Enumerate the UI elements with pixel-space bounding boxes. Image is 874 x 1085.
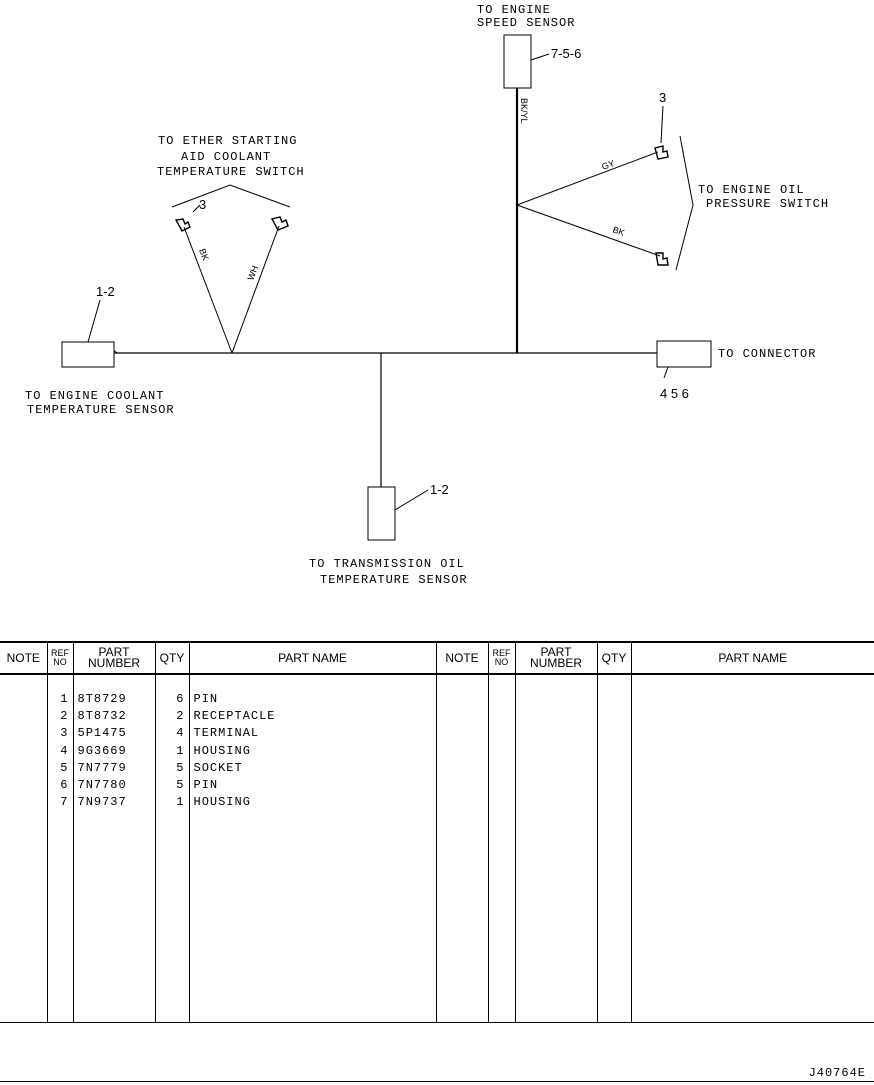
table-header-row [0,642,874,674]
part-number-column: 8T8729 8T8732 5P1475 9G3669 7N7779 7N7780 7N9737 [73,674,155,1023]
connector-callout: 4 5 6 [660,386,689,401]
figure-id: J40764E [808,1066,866,1080]
speed-sensor-callout: 7-5-6 [551,46,582,61]
table-body-row [0,674,874,1023]
components [62,35,711,540]
transmission-label-2: TEMPERATURE SENSOR [320,573,468,587]
header-part-number-2: PART NUMBER [515,642,597,674]
oil-label-bracket [676,136,693,270]
header-ref-no: REF NO [47,642,73,674]
oil-pressure-label-2: PRESSURE SWITCH [706,197,830,211]
ether-bk-wire [184,227,232,353]
coolant-label-2: TEMPERATURE SENSOR [27,403,175,417]
transmission-sensor-leader [395,490,428,510]
connector-leader [664,367,668,378]
coolant-sensor-box [62,342,114,367]
wire-label-bk-yl: BK/YL [519,98,529,124]
part-name-column-2 [631,674,874,1023]
transmission-sensor-callout: 1-2 [430,482,449,497]
diagram-labels [25,3,829,587]
connector-label: TO CONNECTOR [718,347,817,361]
wire-label-wh: WH [245,264,261,282]
ref-no-column-2 [488,674,515,1023]
coolant-label-1: TO ENGINE COOLANT [25,389,165,403]
connector-box [657,341,711,367]
transmission-sensor-box [368,487,395,540]
ether-terminal-left-icon [176,219,190,231]
speed-sensor-label-2: SPEED SENSOR [477,16,576,30]
oil-terminal-callout: 3 [659,90,667,105]
speed-sensor-label-1: TO ENGINE [477,3,551,17]
ether-label-3: TEMPERATURE SWITCH [157,165,305,179]
parts-list-table [0,641,874,1023]
ether-label-bracket [172,185,290,207]
speed-sensor-leader [531,54,549,60]
note-column [0,674,47,1023]
transmission-label-1: TO TRANSMISSION OIL [309,557,465,571]
qty-column: 6 2 4 1 5 5 1 [155,674,189,1023]
leaders [88,54,693,510]
speed-sensor-box [504,35,531,88]
part-name-column: PIN RECEPTACLE TERMINAL HOUSING SOCKET PIN HOUSING [189,674,436,1023]
wire-label-gy: GY [600,158,616,172]
ether-terminal-callout: 3 [199,197,207,212]
footer-rule [0,1081,874,1082]
header-note-2: NOTE [436,642,488,674]
ether-terminal-right-icon [272,217,288,230]
coolant-sensor-leader [88,300,100,342]
wire-label-bk-ether: BK [197,247,211,262]
header-part-name: PART NAME [189,642,436,674]
coolant-sensor-callout: 1-2 [96,284,115,299]
header-qty: QTY [155,642,189,674]
oil-terminal-top-icon [655,146,668,159]
oil-terminal-leader [661,106,663,143]
header-ref-no-2: REF NO [488,642,515,674]
header-qty-2: QTY [597,642,631,674]
ref-no-column: 1 2 3 4 5 6 7 [47,674,73,1023]
header-part-number: PART NUMBER [73,642,155,674]
note-column-2 [436,674,488,1023]
oil-gy-wire [517,152,658,205]
header-note: NOTE [0,642,47,674]
ether-wh-wire [232,226,279,353]
qty-column-2 [597,674,631,1023]
ether-label-1: TO ETHER STARTING [158,134,298,148]
wire-label-bk-oil: BK [611,224,627,238]
oil-bk-wire [517,205,660,256]
oil-pressure-label-1: TO ENGINE OIL [698,183,805,197]
part-number-column-2 [515,674,597,1023]
ether-label-2: AID COOLANT [181,150,272,164]
header-part-name-2: PART NAME [631,642,874,674]
